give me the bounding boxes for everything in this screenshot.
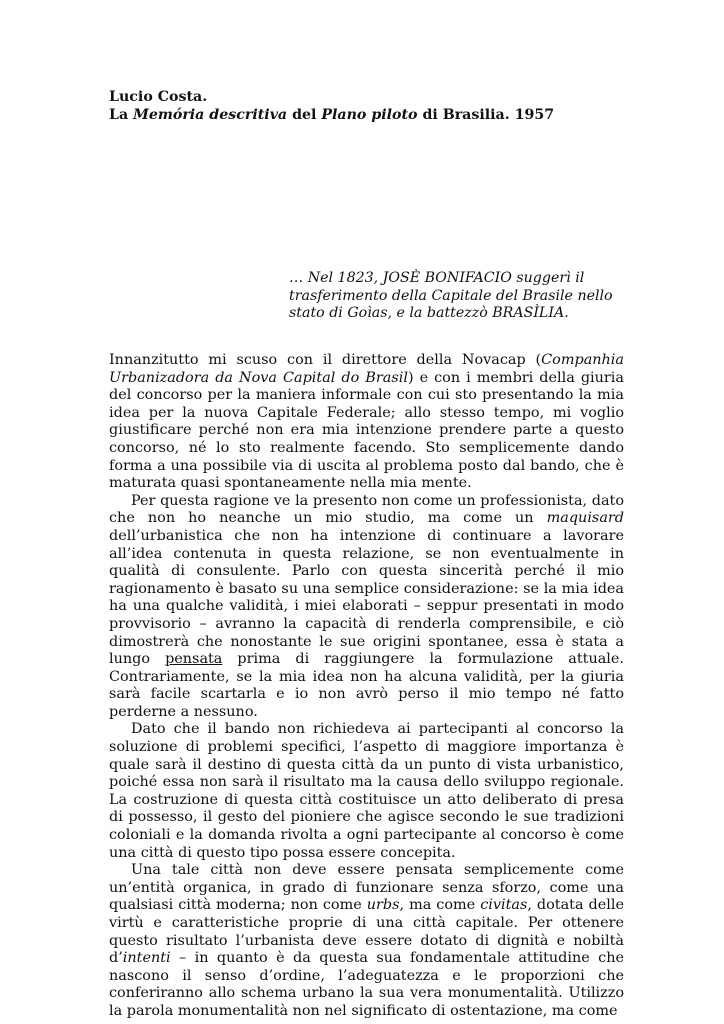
p2-text-c: dell’urbanistica che non ha intenzione di continuare a lavorare all’idea contenuta in questa relazione, se non eventualmente in qualità di consulente. Parlo con questa sincerità perché il mio ragionamento è basato su una semplice considerazione: se la mia idea ha una qualche validità, i miei elaborati – seppur presentati in modo provvisorio – avranno la capacità di renderla comprensibile, e ciò dimostrerà che nonostante le sue origini spontanee, essa è stata a lungo bbox=[109, 527, 624, 668]
p1-text-c: ) e con i membri della giuria del concorso per la maniera informale con cui sto presentando la mia idea per la nuova Capitale Federale; allo stesso tempo, mi voglio giustificare perché non era mia intenzione prendere parte a questo concorso, né lo sto realmente facendo. Sto semplicemente dando forma a una possibile via di uscita al problema posto dal bando, che è maturata quasi spontaneamente nella mia mente. bbox=[109, 369, 624, 492]
paragraph-3: Dato che il bando non richiedeva ai partecipanti al concorso la soluzione di problemi specifici, l’aspetto di maggiore importanza è quale sarà il destino di questa città da un punto di vista urbanistico, poiché essa non sarà il risultato ma la causa dello sviluppo regionale. La costruzione di questa città costituisce un atto deliberato di presa di possesso, il gesto del pioniere che agisce secondo le sue tradizioni coloniali e la domanda rivolta a ogni partecipante al concorso è come una città di questo tipo possa essere concepita. bbox=[109, 721, 624, 861]
p4-text-e: , dotata delle virtù e caratteristiche proprie di una città capitale. Per ottenere questo risultato l’urbanista deve essere dotato di dignità e nobiltà d’ bbox=[109, 897, 624, 967]
title-italic-memoria: Memória descritiva bbox=[133, 106, 288, 123]
p4-italic-urbs: urbs bbox=[366, 897, 400, 914]
title-prefix: La bbox=[109, 106, 134, 123]
title-mid: del bbox=[287, 106, 322, 123]
p2-underlined: pensata bbox=[165, 651, 223, 668]
p2-text-a: Per questa ragione ve la presento non come un professionista, dato che non ho neanche un mio studio, ma come un bbox=[109, 492, 624, 527]
document-header bbox=[109, 89, 669, 124]
title-suffix: di Brasilia. 1957 bbox=[417, 106, 555, 123]
p4-italic-intenti: intenti bbox=[122, 950, 171, 967]
paragraph-1 bbox=[109, 352, 624, 493]
p4-text-g: – in quanto è da questa sua fondamentale attitudine che nascono il senso d’ordine, l’adeguatezza e le proporzioni che conferiranno allo schema urbano la sua vera monumentalità. Utilizzo la parola monumentalità non nel significato di ostentazione, ma come bbox=[109, 950, 624, 1019]
p4-italic-civitas: civitas bbox=[480, 897, 528, 914]
body-text bbox=[109, 352, 624, 1021]
epigraph: … Nel 1823, JOSÈ BONIFACIO suggerì il trasferimento della Capitale del Brasile nello stato di Goìas, e la battezzò BRASÌLIA. bbox=[289, 270, 613, 322]
title-italic-plano: Plano piloto bbox=[321, 106, 418, 123]
p2-italic: maquisard bbox=[546, 510, 624, 527]
p4-text-c: , ma come bbox=[399, 897, 481, 914]
p2-text-e: prima di raggiungere la formulazione attuale. Contrariamente, se la mia idea non ha alcuna validità, per la giuria sarà facile scartarla e io non avrò perso il mio tempo né fatto perderne a nessuno. bbox=[109, 651, 624, 720]
paragraph-4 bbox=[109, 862, 624, 1020]
title-line bbox=[109, 107, 669, 125]
author-line: Lucio Costa. bbox=[109, 89, 208, 105]
p1-italic: Companhia Urbanizadora da Nova Capital do Brasil bbox=[109, 352, 624, 386]
p4-text-a: Una tale città non deve essere pensata semplicemente come un’entità organica, in grado di funzionare senza sforzo, come una qualsiasi città moderna; non come bbox=[109, 862, 624, 914]
p1-text-a: Innanzitutto mi scuso con il direttore della Novacap ( bbox=[109, 352, 542, 368]
paragraph-2 bbox=[109, 493, 624, 722]
